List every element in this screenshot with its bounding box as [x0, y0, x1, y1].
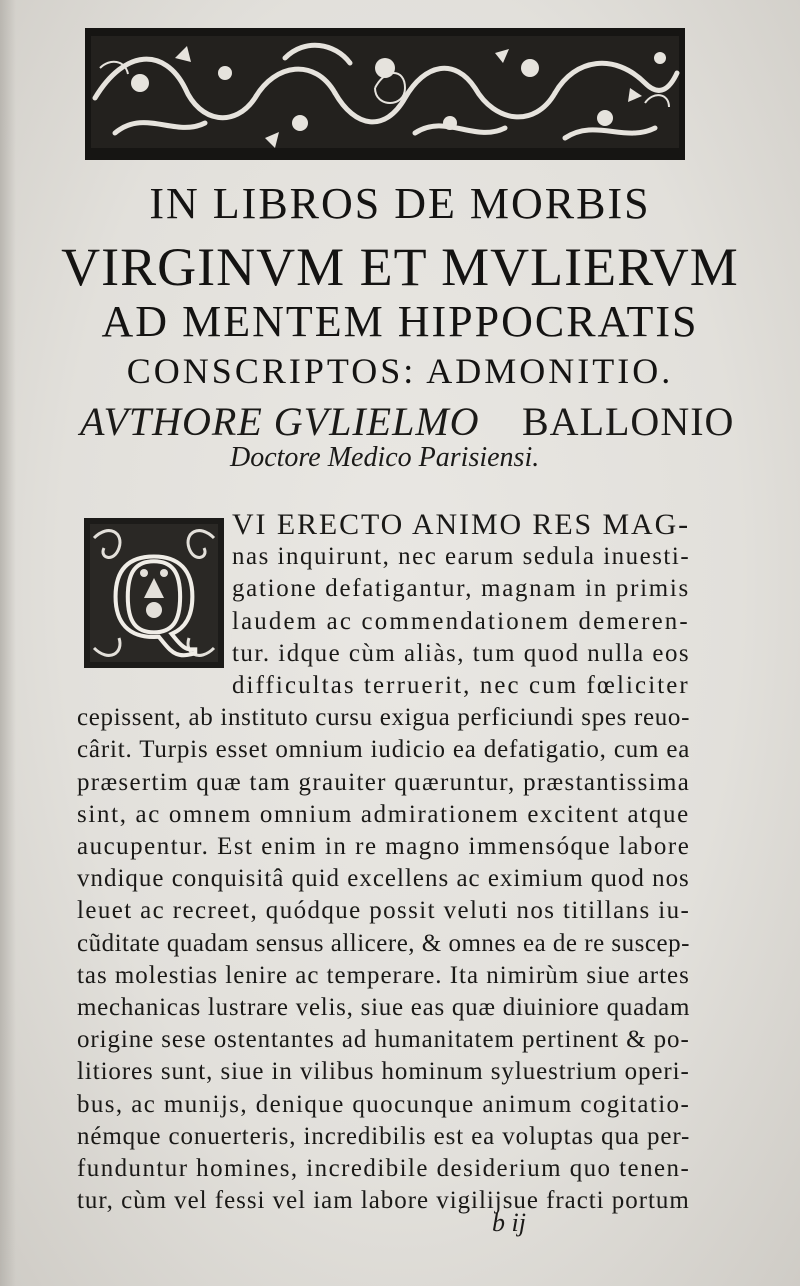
body-line: mechanicas lustrare velis, siue eas quæ diuiniore quadam: [77, 994, 691, 1021]
author-surname: BALLONIO: [522, 399, 735, 444]
title-line-3: AD MENTEM HIPPOCRATIS: [101, 297, 699, 346]
body-line: sint, ac omnem omnium admirationem excitent atque: [77, 800, 690, 828]
body-line: difficultas terruerit, nec cum fœliciter: [232, 672, 690, 699]
drop-cap-letter: Q: [110, 529, 198, 662]
body-line: litiores sunt, siue in vilibus hominum syluestrium operi-: [77, 1058, 690, 1086]
signature-mark: b ij: [492, 1208, 526, 1237]
body-line: VI ERECTO ANIMO RES MAG-: [232, 508, 691, 541]
body-line: funduntur homines, incredibile desiderium quo tenen-: [77, 1155, 691, 1182]
body-line: nas inquirunt, nec earum sedula inuesti-: [232, 543, 691, 571]
drop-cap-ornament: [84, 518, 224, 668]
body-line: tas molestias lenire ac temperare. Ita nimirùm siue artes: [77, 961, 690, 989]
body-line: tur. idque cùm aliàs, tum quod nulla eos: [232, 639, 691, 667]
headpiece-ornament: [85, 28, 685, 160]
title-line-2: VIRGINVM ET MVLIERVM: [61, 237, 739, 297]
author-degree: Doctore Medico Parisiensi.: [230, 442, 540, 473]
body-line: vndique conquisitâ quid excellens ac eximium quod nos: [77, 865, 690, 893]
body-line: gatione defatigantur, magnam in primis: [232, 575, 690, 603]
body-line: cepissent, ab instituto cursu exigua perficiundi spes reuo-: [77, 704, 691, 732]
author-line: [80, 398, 735, 445]
body-line: cârit. Turpis esset omnium iudicio ea defatigatio, cum ea: [77, 736, 691, 764]
body-line: laudem ac commendationem demeren-: [232, 607, 690, 635]
body-line: origine sese ostentantes ad humanitatem pertinent & po-: [77, 1026, 690, 1054]
body-line: præsertim quæ tam grauiter quæruntur, præstantissima: [77, 768, 691, 796]
title-line-4: CONSCRIPTOS: ADMONITIO.: [126, 351, 674, 391]
body-line: tur, cùm vel fessi vel iam labore vigilijsue fracti portum: [77, 1187, 690, 1215]
body-line: leuet ac recreet, quódque possit veluti nos titillans iu-: [77, 897, 691, 925]
body-line: bus, ac munijs, denique quocunque animum cogitatio-: [77, 1090, 691, 1118]
author-label: AVTHORE GVLIELMO: [80, 399, 480, 444]
body-line: cũditate quadam sensus allicere, & omnes ea de re suscep-: [77, 929, 690, 957]
body-line: némque conuerteris, incredibilis est ea voluptas qua per-: [77, 1122, 691, 1150]
body-line: aucupentur. Est enim in re magno immensóque labore: [77, 833, 691, 860]
title-line-1: IN LIBROS DE MORBIS: [149, 179, 651, 228]
